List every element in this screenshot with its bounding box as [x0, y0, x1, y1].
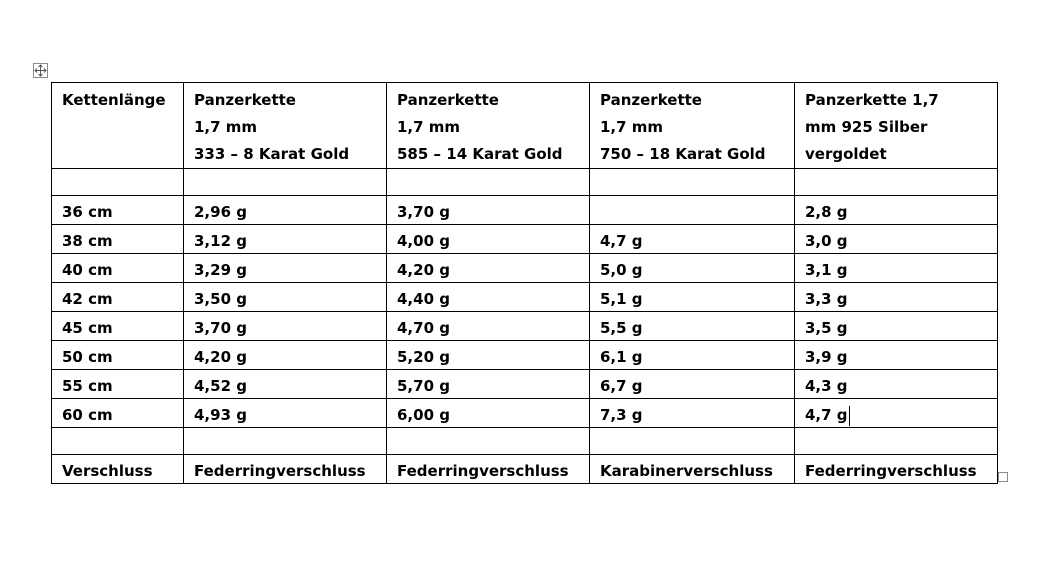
table-cell[interactable]: 4,70 g — [387, 312, 590, 341]
empty-cell[interactable] — [184, 169, 387, 196]
footer-cell[interactable]: Karabinerverschluss — [590, 455, 795, 484]
table-cell[interactable]: 3,70 g — [184, 312, 387, 341]
table-cell[interactable]: 4,20 g — [184, 341, 387, 370]
footer-cell[interactable]: Federringverschluss — [795, 455, 998, 484]
table-cell[interactable]: 40 cm — [52, 254, 184, 283]
table-cell[interactable] — [795, 399, 998, 428]
table-cell[interactable]: 7,3 g — [590, 399, 795, 428]
empty-row — [52, 428, 998, 455]
table-row — [52, 370, 998, 399]
table-row — [52, 196, 998, 225]
text-cursor — [849, 406, 850, 426]
move-arrows-icon — [34, 64, 47, 77]
table-cell[interactable]: 4,40 g — [387, 283, 590, 312]
footer-cell[interactable]: Federringverschluss — [184, 455, 387, 484]
table-cell[interactable]: 5,0 g — [590, 254, 795, 283]
table-row — [52, 312, 998, 341]
table-cell[interactable]: 3,9 g — [795, 341, 998, 370]
table-cell[interactable]: 4,20 g — [387, 254, 590, 283]
empty-cell[interactable] — [52, 428, 184, 455]
table-cell[interactable]: 3,70 g — [387, 196, 590, 225]
table-cell[interactable]: 5,5 g — [590, 312, 795, 341]
table-row — [52, 283, 998, 312]
table-cell[interactable]: 5,70 g — [387, 370, 590, 399]
table-cell[interactable]: 45 cm — [52, 312, 184, 341]
table-cell[interactable]: 3,5 g — [795, 312, 998, 341]
table-cell[interactable]: 50 cm — [52, 341, 184, 370]
header-cell[interactable]: Panzerkette 1,7 mm 333 – 8 Karat Gold — [184, 83, 387, 169]
table-cell[interactable]: 3,29 g — [184, 254, 387, 283]
table-cell[interactable]: 3,50 g — [184, 283, 387, 312]
empty-cell[interactable] — [590, 428, 795, 455]
table-cell[interactable] — [590, 196, 795, 225]
table-resize-handle[interactable] — [998, 472, 1008, 482]
table-cell[interactable]: 4,3 g — [795, 370, 998, 399]
table-cell[interactable]: 3,1 g — [795, 254, 998, 283]
table-cell[interactable]: 55 cm — [52, 370, 184, 399]
footer-cell[interactable]: Federringverschluss — [387, 455, 590, 484]
header-cell[interactable]: Panzerkette 1,7 mm 750 – 18 Karat Gold — [590, 83, 795, 169]
empty-cell[interactable] — [590, 169, 795, 196]
table-cell[interactable]: 3,0 g — [795, 225, 998, 254]
empty-cell[interactable] — [52, 169, 184, 196]
table-cell[interactable]: 4,00 g — [387, 225, 590, 254]
header-cell[interactable]: Panzerkette 1,7 mm 925 Silber vergoldet — [795, 83, 998, 169]
table-row — [52, 225, 998, 254]
header-cell[interactable]: Kettenlänge — [52, 83, 184, 169]
table-cell[interactable]: 6,00 g — [387, 399, 590, 428]
empty-cell[interactable] — [184, 428, 387, 455]
table-move-handle[interactable] — [33, 63, 48, 78]
table-cell[interactable]: 38 cm — [52, 225, 184, 254]
table-row — [52, 254, 998, 283]
table-cell[interactable]: 6,1 g — [590, 341, 795, 370]
table-cell[interactable]: 5,1 g — [590, 283, 795, 312]
table-header-row — [52, 83, 998, 169]
chain-weight-table — [51, 82, 998, 484]
table-cell[interactable]: 42 cm — [52, 283, 184, 312]
table-cell[interactable]: 3,3 g — [795, 283, 998, 312]
table-cell[interactable]: 4,52 g — [184, 370, 387, 399]
table-cell[interactable]: 3,12 g — [184, 225, 387, 254]
table-cell[interactable]: 6,7 g — [590, 370, 795, 399]
table-row — [52, 341, 998, 370]
empty-row — [52, 169, 998, 196]
table-row — [52, 399, 998, 428]
table-cell[interactable]: 2,96 g — [184, 196, 387, 225]
table-cell[interactable]: 36 cm — [52, 196, 184, 225]
table-cell[interactable]: 4,7 g — [590, 225, 795, 254]
table-cell[interactable]: 2,8 g — [795, 196, 998, 225]
footer-cell[interactable]: Verschluss — [52, 455, 184, 484]
empty-cell[interactable] — [795, 428, 998, 455]
empty-cell[interactable] — [387, 169, 590, 196]
table-cell[interactable]: 5,20 g — [387, 341, 590, 370]
header-cell[interactable]: Panzerkette 1,7 mm 585 – 14 Karat Gold — [387, 83, 590, 169]
table-footer-row — [52, 455, 998, 484]
empty-cell[interactable] — [387, 428, 590, 455]
cell-text: 4,7 g — [805, 406, 848, 424]
empty-cell[interactable] — [795, 169, 998, 196]
table-cell[interactable]: 4,93 g — [184, 399, 387, 428]
table-cell[interactable]: 60 cm — [52, 399, 184, 428]
